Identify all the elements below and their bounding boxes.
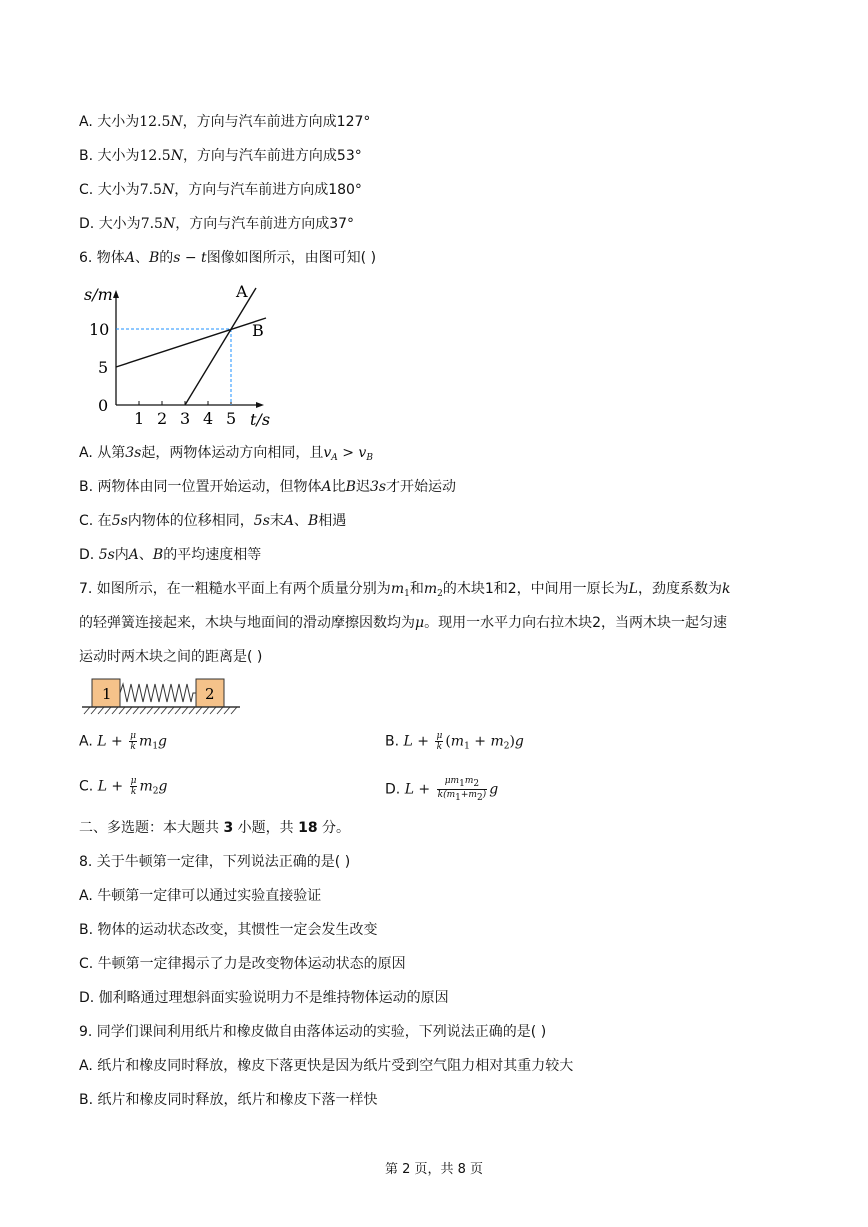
q7-option-d: D. L + $\frac{\mu m_1m_2}{k(m_1+m_2)}$ g — [385, 776, 499, 803]
line-b-label: B — [252, 321, 264, 340]
line-a-label: A — [236, 282, 248, 301]
fraction-mu-over-k: $\frac{\mu}{k}$ — [436, 731, 443, 752]
x-tick-4: 4 — [203, 409, 214, 428]
q7-option-c: C. L + $\frac{\mu}{k}$ $m_2g$ — [79, 776, 168, 797]
fraction-mu-over-k: $\frac{\mu}{k}$ — [130, 731, 137, 752]
x-axis-label: t/s — [250, 410, 271, 429]
s-t-graph — [80, 278, 280, 438]
q7-stem-line2: 的轻弹簧连接起来，木块与地面间的滑动摩擦因数均为μ。现用一水平力向右拉木块2，当两木块一起匀速 — [79, 615, 728, 631]
q6-option-a: A. 从第3s起，两物体运动方向相同，且$v_A > v_B$ — [79, 445, 373, 463]
q6-option-d: D. 5s内A、B的平均速度相等 — [79, 547, 262, 563]
q6-stem: 6. 物体A、B的s − t图像如图所示，由图可知( ) — [79, 250, 377, 266]
y-axis-label: s/m — [84, 285, 113, 304]
spring-blocks-diagram — [80, 676, 242, 718]
q6-option-c: C. 在5s内物体的位移相同，5s末A、B相遇 — [79, 513, 347, 529]
block-2-label: 2 — [205, 685, 215, 703]
q5-option-d: D. 大小为7.5N，方向与汽车前进方向成37° — [79, 216, 355, 232]
q9-option-a: A. 纸片和橡皮同时释放，橡皮下落更快是因为纸片受到空气阻力相对其重力较大 — [79, 1058, 574, 1074]
x-tick-2: 2 — [157, 409, 168, 428]
q8-option-a: A. 牛顿第一定律可以通过实验直接验证 — [79, 888, 322, 904]
q8-option-c: C. 牛顿第一定律揭示了力是改变物体运动状态的原因 — [79, 956, 406, 972]
q7-stem-line1: 7. 如图所示，在一粗糙水平面上有两个质量分别为$m_1$和$m_2$的木块1和2，中间用一原长为L，劲度系数为k — [79, 581, 731, 599]
section-2-heading: 二、多选题：本大题共 3 小题，共 18 分。 — [79, 820, 351, 836]
q9-option-b: B. 纸片和橡皮同时释放，纸片和橡皮下落一样快 — [79, 1092, 378, 1108]
fraction-complex: $\frac{\mu m_1m_2}{k(m_1+m_2)}$ — [437, 776, 487, 803]
line-b — [116, 318, 266, 367]
page-footer: 第 2 页，共 8 页 — [384, 1162, 484, 1177]
y-axis-arrow — [113, 290, 119, 298]
q5-option-b: B. 大小为12.5N，方向与汽车前进方向成53° — [79, 148, 362, 164]
q9-stem: 9. 同学们课间利用纸片和橡皮做自由落体运动的实验，下列说法正确的是( ) — [79, 1024, 547, 1040]
x-tick-5: 5 — [226, 409, 237, 428]
line-a — [185, 288, 256, 405]
x-tick-1: 1 — [134, 409, 145, 428]
q5-option-c: C. 大小为7.5N，方向与汽车前进方向成180° — [79, 182, 362, 198]
y-tick-10: 10 — [89, 320, 110, 339]
block-1-label: 1 — [102, 685, 112, 703]
q6-option-b: B. 两物体由同一位置开始运动，但物体A比B迟3s才开始运动 — [79, 479, 457, 495]
fraction-mu-over-k: $\frac{\mu}{k}$ — [130, 776, 137, 797]
q7-option-a: A. L + $\frac{\mu}{k}$ $m_1g$ — [79, 731, 168, 752]
q5-option-a: A. 大小为12.5N，方向与汽车前进方向成127° — [79, 114, 371, 130]
x-tick-3: 3 — [180, 409, 191, 428]
q7-option-b: B. L + $\frac{\mu}{k}$ $(m_1 + m_2)g$ — [385, 731, 524, 752]
ground-hatching — [84, 707, 237, 714]
q8-option-d: D. 伽利略通过理想斜面实验说明力不是维持物体运动的原因 — [79, 990, 449, 1006]
q7-stem-line3: 运动时两木块之间的距离是( ) — [79, 649, 263, 665]
x-axis-arrow — [256, 402, 264, 408]
spring — [120, 684, 196, 702]
q8-stem: 8. 关于牛顿第一定律，下列说法正确的是( ) — [79, 854, 351, 870]
y-tick-5: 5 — [98, 358, 109, 377]
q8-option-b: B. 物体的运动状态改变，其惯性一定会发生改变 — [79, 922, 378, 938]
y-tick-0: 0 — [98, 396, 109, 415]
